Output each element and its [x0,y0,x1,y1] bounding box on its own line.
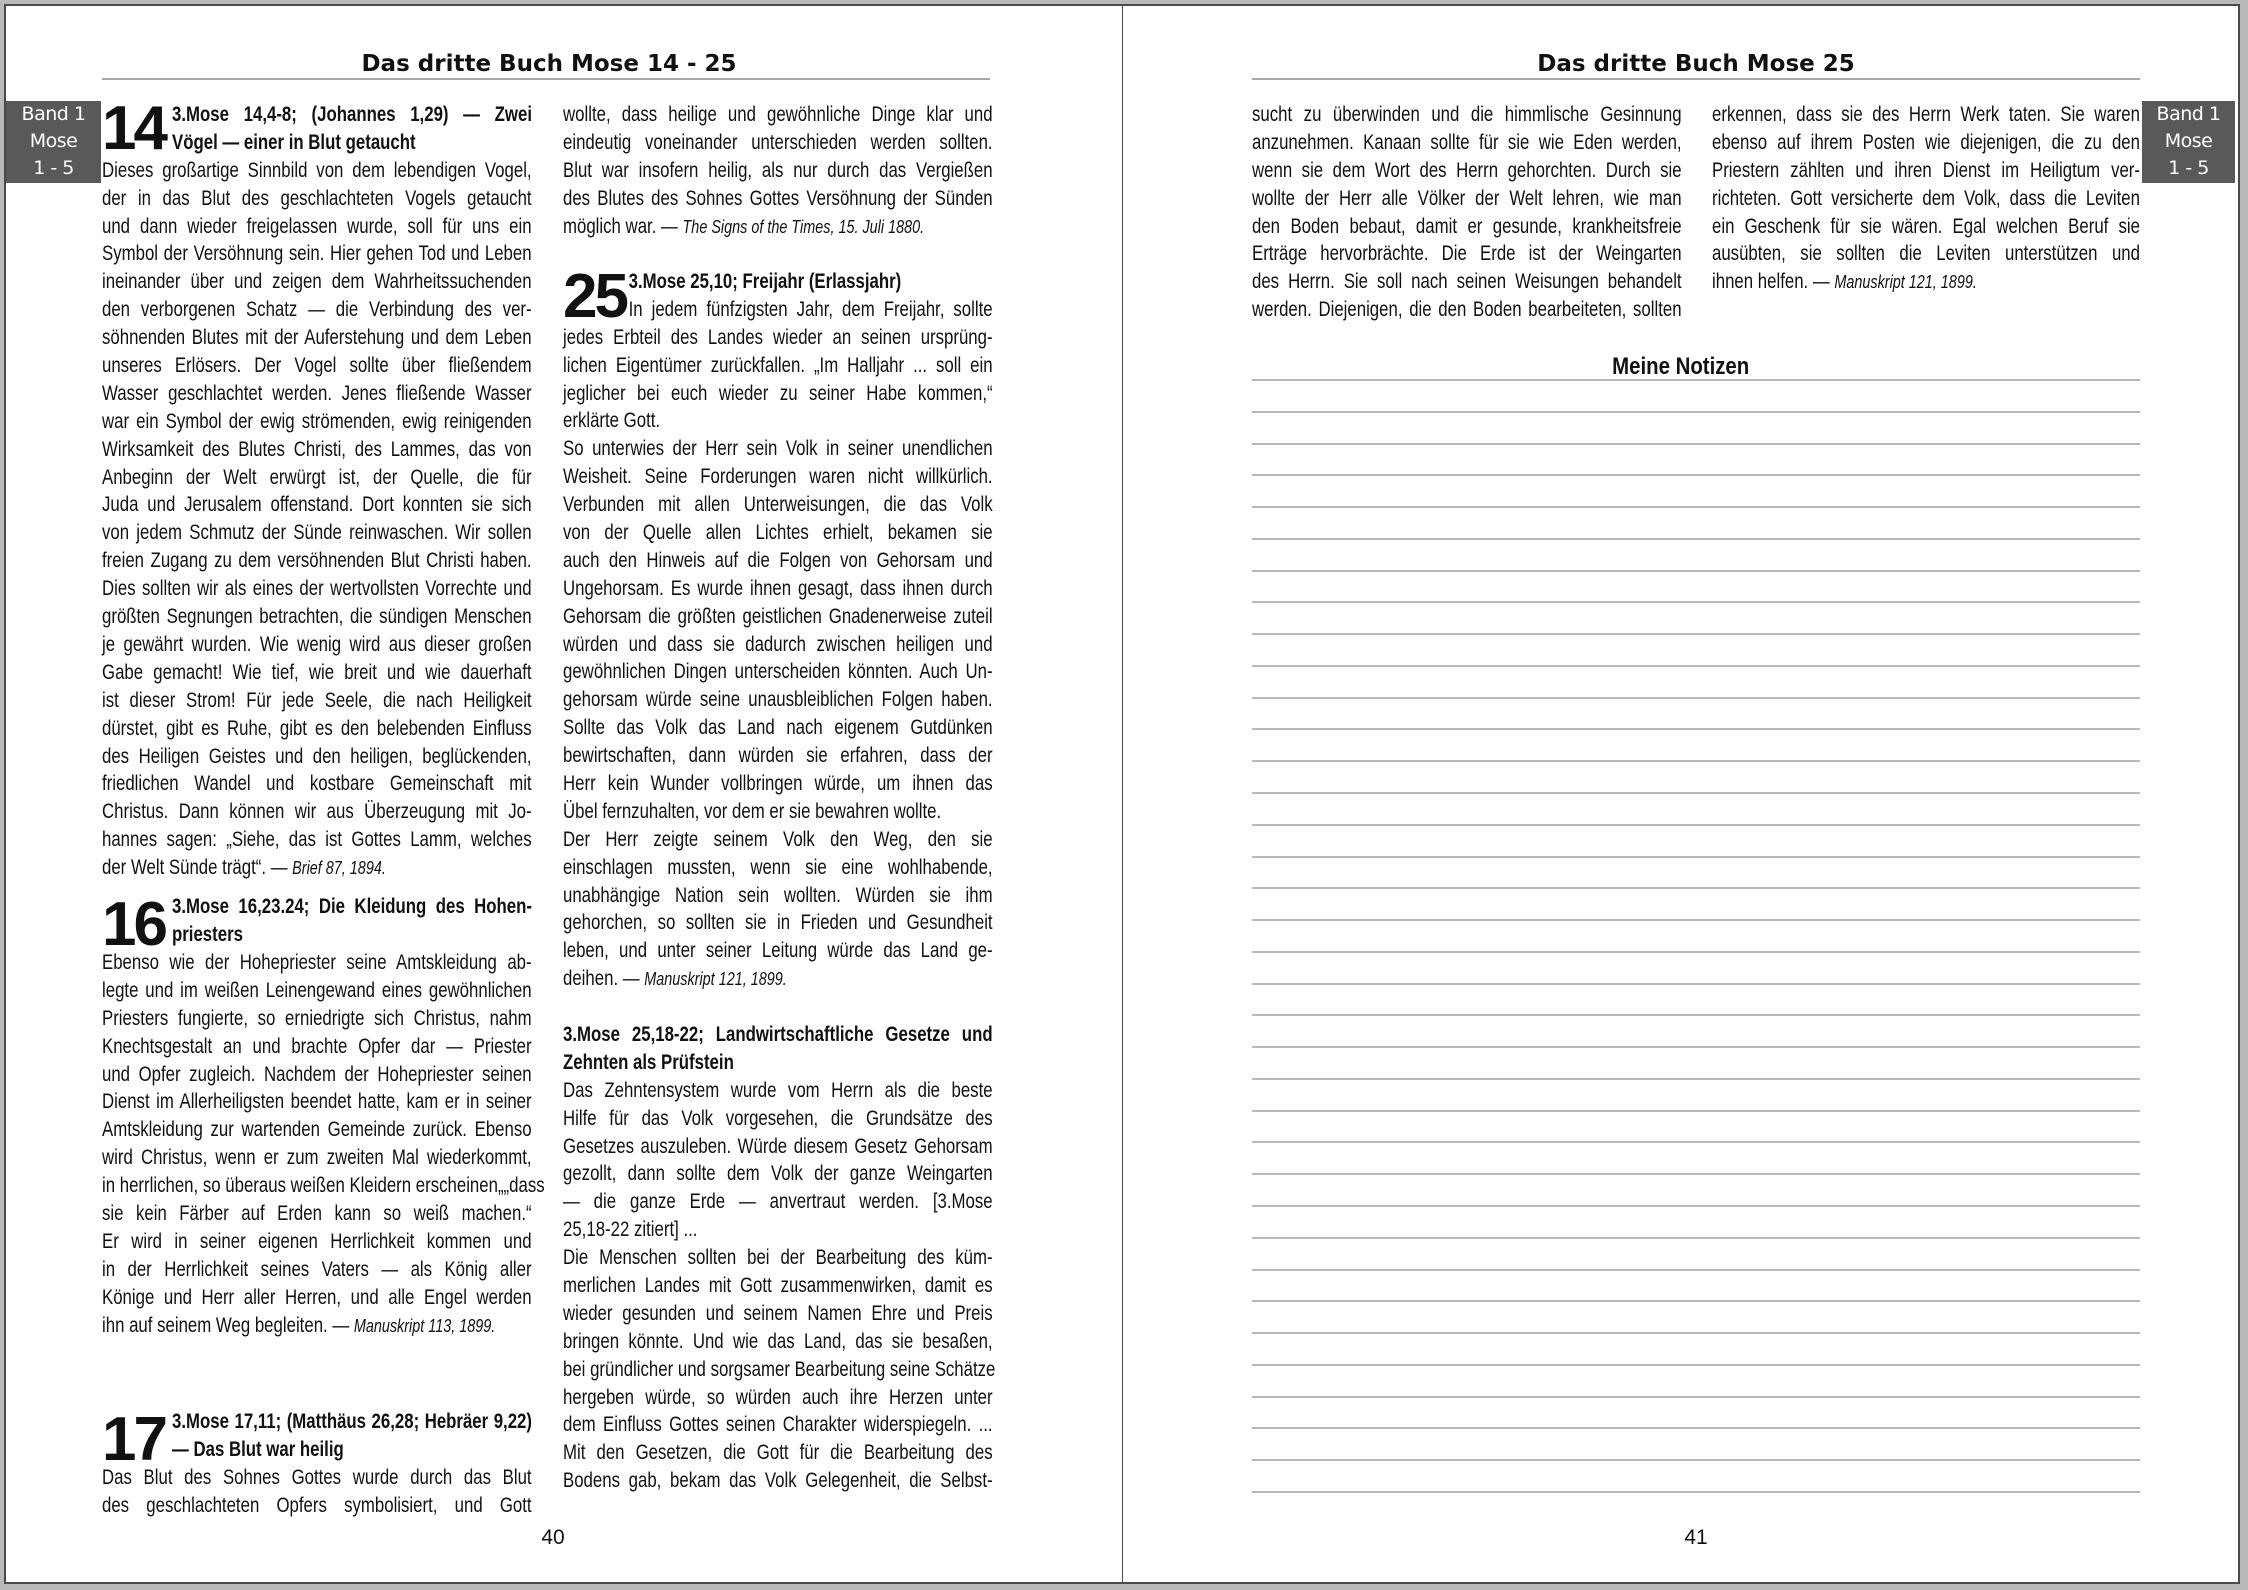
text-line: wieder gesunden und seinem Namen Ehre und Preis [563,1301,993,1325]
text-line: Der Herr zeigte seinem Volk den Weg, den sie [563,827,993,851]
left-page [4,4,1124,1584]
note-line[interactable] [1252,1173,2140,1175]
text-line: Gehorsam die größten geistlichen Gnadenerweise zuteil [563,604,993,628]
chapter-tab-right [2142,101,2235,183]
text-line: Die Menschen sollten bei der Bearbeitung des küm- [563,1246,993,1270]
section-body [102,949,545,1339]
section-heading [172,1408,532,1464]
note-line[interactable] [1252,570,2140,572]
text-line: in der Herrlichkeit seines Vaters — als König aller [102,1257,532,1281]
text-line: richteten. Gott versicherte dem Volk, dass die Leviten [1712,186,2140,210]
note-line[interactable] [1252,1396,2140,1398]
citation-line [102,854,532,882]
text-line: Gabe gemacht! Wie tief, wie breit und wie dauerhaft [102,660,532,684]
heading-line: — Das Blut war heilig [172,1437,344,1461]
text-line: Dies sollten wir als eines der wertvollsten Vorrechte und [102,577,532,601]
text-line: den Boden bebaut, damit er gesunde, krankheitsfreie [1252,214,1682,238]
heading-line: 3.Mose 17,11; (Matthäus 26,28; Hebräer 9,22) [172,1410,532,1433]
text-line: des Herrn. Sie soll nach seinen Weisungen behandelt [1252,270,1682,294]
citation-line [563,965,993,993]
note-line[interactable] [1252,506,2140,508]
note-line[interactable] [1252,1237,2140,1239]
note-line[interactable] [1252,760,2140,762]
page-number: 41 [1684,1526,1708,1549]
text-line: der in das Blut des geschlachteten Vogels getaucht [102,186,532,210]
note-line[interactable] [1252,1491,2140,1493]
text-line: söhnenden Blutes mit der Auferstehung und dem Leben [102,326,532,350]
note-line[interactable] [1252,1078,2140,1080]
text-line: auch den Hinweis auf die Folgen von Gehorsam und [563,548,993,572]
citation-line [102,1312,532,1340]
text-line: Ungehorsam. Es wurde ihnen gesagt, dass ihnen durch [563,576,993,600]
text-line: gewöhnlichen Dingen unterscheiden könnten. Auch Un- [563,660,993,684]
text-line: und dann wieder freigelassen wurde, soll für uns ein [102,214,532,238]
chapter-number: 17 [102,1405,165,1474]
text-line: erklärte Gott. [563,409,661,433]
text-line: wollte der Herr alle Völker der Welt lehren, wie man [1252,186,1682,210]
text-line: anzunehmen. Kanaan sollte für sie wie Eden werden, [1252,130,1682,154]
text-line: Mit den Gesetzen, die Gott für die Bearbeitung des [563,1441,993,1465]
text-line: Knechtsgestalt an und brachte Opfer dar — Priester [102,1034,532,1058]
text-line: Priestern zählten und ihren Dienst im Heiligtum ver- [1712,158,2140,182]
text-line: bei gründlicher und sorgsamer Bearbeitung seine Schätze [563,1357,996,1381]
text-line: Anbeginn der Welt erwürgt ist, der Quelle, die für [102,465,532,489]
text-line: leben, und unter seiner Leitung würde das Land ge- [563,939,993,963]
text-line: Weisheit. Seine Forderungen waren nicht willkürlich. [563,465,993,489]
text-line: eindeutig voneinander unterschieden werden sollten. [563,130,993,154]
text-line: ebenso auf ihrem Posten wie diejenigen, die zu den [1712,130,2140,154]
note-line[interactable] [1252,1269,2140,1271]
note-line[interactable] [1252,1364,2140,1366]
note-line[interactable] [1252,1300,2140,1302]
text-line: war ein Symbol der ewig strömenden, ewig reinigenden [102,409,532,433]
text-fragment: deihen. — [563,967,645,991]
text-line: Das Blut des Sohnes Gottes wurde durch das Blut [102,1466,532,1489]
text-line: gehorchen, so sollten sie in Frieden und Gesundheit [563,911,993,935]
note-line[interactable] [1252,538,2140,540]
text-block [1252,101,1682,324]
text-line: Dienst im Allerheiligsten beendet hatte, kam er in seiner [102,1090,532,1114]
text-line: Symbol der Versöhnung sein. Hier gehen Tod und Leben [102,242,532,266]
source-reference: Brief 87, 1894. [292,858,386,879]
tab-line: 1 - 5 [33,157,74,179]
text-line: dem Einfluss Gottes seinen Charakter widerspiegeln. ... [563,1413,993,1437]
section-body [102,1464,532,1520]
note-line[interactable] [1252,856,2140,858]
text-line: würden und dass sie dadurch zwischen heiligen und [563,632,993,656]
source-reference: Manuskript 113, 1899. [353,1315,496,1336]
heading-line: priesters [172,922,243,946]
text-line: den verborgenen Schatz — die Verbindung des ver- [102,298,532,322]
text-line: Herr kein Wunder vollbringen würde, um ihnen das [563,772,993,796]
note-line[interactable] [1252,887,2140,889]
text-fragment: möglich war. — [563,214,683,238]
text-line: sie kein Färber auf Erden kann so weiß machen.“ [102,1202,532,1226]
text-line: werden. Diejenigen, die den Boden bearbeiteten, sollten [1252,298,1682,322]
heading-line: 3.Mose 14,4-8; (Johannes 1,29) — Zwei [172,103,532,126]
note-line[interactable] [1252,824,2140,826]
text-line: Er wird in seiner eigenen Herrlichkeit kommen und [102,1229,532,1253]
note-line[interactable] [1252,728,2140,730]
text-line: hergeben würde, so würden auch ihre Herzen unter [563,1385,993,1409]
text-line: ist dieser Strom! Für jede Seele, die nach Heiligkeit [102,688,532,712]
text-line: je gewährt wurden. Wie wenig wird aus dieser großen [102,632,532,656]
chapter-tab-left [6,101,101,183]
text-line: lichen Eigentümer zurückfallen. „Im Halljahr ... soll ein [563,353,993,377]
text-line: gehorsam würde seine unausbleiblichen Folgen haben. [563,688,993,712]
text-line: hannes sagen: „Siehe, das ist Gottes Lamm, welches [102,828,532,852]
text-line: unseres Erlösers. Der Vogel sollte über fließendem [102,354,532,378]
section-25 [563,262,993,993]
note-line[interactable] [1252,951,2140,953]
text-line: jedes Erbteil des Landes wieder an seinen ursprüng- [563,325,993,349]
note-line[interactable] [1252,633,2140,635]
note-line[interactable] [1252,697,2140,699]
section-heading [172,893,532,949]
text-line: Übel fernzuhalten, vor dem er sie bewahren wollte. [563,799,942,823]
text-line: In jedem fünfzigsten Jahr, dem Freijahr, sollte [628,297,993,321]
text-line: 3.Mose 25,10; Freijahr (Erlassjahr) [628,270,902,293]
text-line: ausübten, sie sollten die Leviten unterstützen und [1712,242,2140,266]
text-block [1712,101,2140,296]
tab-line: Band 1 [21,103,86,125]
text-line: merlichen Landes mit Gott zusammenwirken, damit es [563,1274,993,1298]
text-line: freien Zugang zu dem versöhnenden Blut Christi haben. [102,549,532,573]
tab-line: Band 1 [2156,103,2221,125]
note-line[interactable] [1252,1110,2140,1112]
text-fragment: ihnen helfen. — [1712,270,1835,294]
text-line: des geschlachteten Opfers symbolisiert, und Gott [102,1493,532,1517]
text-fragment: der Welt Sünde trägt“. — [102,856,293,880]
text-line: einschlagen mussten, wenn sie eine wohlhabende, [563,855,993,879]
text-line: 25,18-22 zitiert] ... [563,1218,698,1242]
citation-line [563,213,993,241]
note-line[interactable] [1252,792,2140,794]
text-line: ein Geschenk für sie wären. Egal welchen Beruf sie [1712,214,2140,238]
note-line[interactable] [1252,1332,2140,1334]
running-head-right: Das dritte Buch Mose 25 [1537,51,1855,77]
text-line: Verbunden mit allen Unterweisungen, die das Volk [563,493,993,517]
source-reference: The Signs of the Times, 15. Juli 1880. [682,216,925,237]
text-line: bringen könnte. Und wie das Land, das sie besaßen, [563,1329,993,1353]
text-line: in herrlichen, so überaus weißen Kleidern erscheinen„„dass [102,1174,545,1198]
note-line[interactable] [1252,1141,2140,1143]
text-line: Wirksamkeit des Blutes Christi, des Lammes, das von [102,437,532,461]
heading-line: 3.Mose 16,23.24; Die Kleidung des Hohen- [172,895,532,918]
notes-title-text: Meine Notizen [1611,353,1750,380]
notes-title [1123,353,2238,381]
note-line[interactable] [1252,1427,2140,1429]
text-line: sucht zu überwinden und die himmlische Gesinnung [1252,103,1682,126]
note-line[interactable] [1252,1014,2140,1016]
text-line: jeglicher bei euch wieder zu seiner Habe kommen,“ [563,381,993,405]
chapter-number: 14 [102,94,165,163]
text-line: legte und im weißen Leinengewand eines gewöhnlichen [102,978,532,1002]
note-line[interactable] [1252,601,2140,603]
text-line: erkennen, dass sie des Herrn Werk taten. Sie waren [1712,103,2140,126]
text-line: Priesters fungierte, so erniedrigte sich Christus, nahm [102,1006,532,1030]
text-line: des Heiligen Geistes und den heiligen, beglückenden, [102,744,532,768]
text-line: Christus. Dann können wir aus Überzeugung mit Jo- [102,800,532,824]
text-line: von der Quelle allen Lichtes erhielt, bekamen sie [563,521,993,545]
text-line: Das Zehntensystem wurde vom Herrn als die beste [563,1078,993,1102]
text-line: wird Christus, wenn er zum zweiten Mal wiederkommt, [102,1146,532,1170]
source-reference: Manuskript 121, 1899. [1834,272,1977,293]
chapter-number: 16 [102,890,165,959]
note-line[interactable] [1252,919,2140,921]
text-line: — die ganze Erde — anvertraut werden. [3.Mose [563,1190,993,1214]
text-line: unabhängige Nation sein wollten. Würden sie ihm [563,883,993,907]
text-line: friedlichen Wandel und kostbare Gemeinschaft mit [102,772,532,796]
tab-line: 1 - 5 [2168,157,2209,179]
text-line: dürstet, gibt es Ruhe, gibt es den belebenden Einfluss [102,716,532,740]
text-line: Ebenso wie der Hohepriester seine Amtskleidung ab- [102,951,532,974]
text-line: Hilfe für das Volk vorgesehen, die Grundsätze des [563,1106,993,1130]
note-line[interactable] [1252,474,2140,476]
text-line: des Blutes des Sohnes Gottes Versöhnung der Sünden [563,186,993,210]
source-reference: Manuskript 121, 1899. [644,969,787,990]
section-25-tithe [563,1021,996,1495]
page-number: 40 [541,1526,565,1549]
continuation-text [563,101,993,240]
note-line[interactable] [1252,1205,2140,1207]
section-body [102,157,532,882]
tab-line: Mose [2164,130,2213,152]
text-line: Bodens gab, bekam das Volk Gelegenheit, die Selbst- [563,1469,993,1493]
text-line: 3.Mose 25,18-22; Landwirtschaftliche Gesetze und [563,1023,993,1046]
text-line: Juda und Jerusalem offenstand. Dort konnten sie sich [102,493,532,517]
text-line: von jedem Schmutz der Sünde reinwaschen. Wir sollen [102,521,532,545]
note-line[interactable] [1252,379,2140,381]
text-line: wenn sie dem Wort des Herrn gehorchten. Durch sie [1252,158,1682,182]
citation-line [1712,268,2140,296]
chapter-number: 25 [563,262,626,331]
text-line: Gesetzes auszuleben. Würde diesem Gesetz Gehorsam [563,1134,993,1158]
note-line[interactable] [1252,665,2140,667]
text-line: Könige und Herr aller Herren, und alle Engel werden [102,1285,532,1309]
note-line[interactable] [1252,1046,2140,1048]
text-line: So unterwies der Herr sein Volk in seiner unendlichen [563,437,993,461]
tab-line: Mose [29,130,78,152]
note-line[interactable] [1252,1459,2140,1461]
text-line: Sollte das Volk das Land nach eigenem Gutdünken [563,716,993,740]
right-page [1122,4,2240,1584]
text-line: gezollt, dann sollte dem Volk der ganze Weingarten [563,1162,993,1186]
text-line: ineinander über und zeigen dem Wahrheitssuchenden [102,270,532,294]
text-line: Dieses großartige Sinnbild von dem lebendigen Vogel, [102,158,532,182]
header-rule [102,78,990,80]
text-line: und Opfer zugleich. Nachdem der Hohepriester seinen [102,1062,532,1086]
text-fragment: ihn auf seinem Weg begleiten. — [102,1313,354,1337]
text-line: Amtskleidung zur wartenden Gemeinde zurück. Ebenso [102,1118,532,1142]
note-line[interactable] [1252,983,2140,985]
text-line: wollte, dass heilige und gewöhnliche Dinge klar und [563,103,993,126]
running-head-left: Das dritte Buch Mose 14 - 25 [361,51,737,77]
text-line: Zehnten als Prüfstein [563,1050,734,1074]
text-line: Blut war insofern heilig, als nur durch das Vergießen [563,158,993,182]
text-line: Erträge hervorbrächte. Die Erde ist der Weingarten [1252,242,1682,266]
note-line[interactable] [1252,411,2140,413]
text-line: größten Segnungen betrachten, die sündigen Menschen [102,605,532,629]
heading-line: Vögel — einer in Blut getaucht [172,130,416,154]
text-line: bewirtschaften, dann würden sie erfahren, dass der [563,744,993,768]
text-line: Wasser geschlachtet werden. Jenes fließende Wasser [102,381,532,405]
note-line[interactable] [1252,443,2140,445]
header-rule [1252,78,2140,80]
section-heading [172,101,532,157]
